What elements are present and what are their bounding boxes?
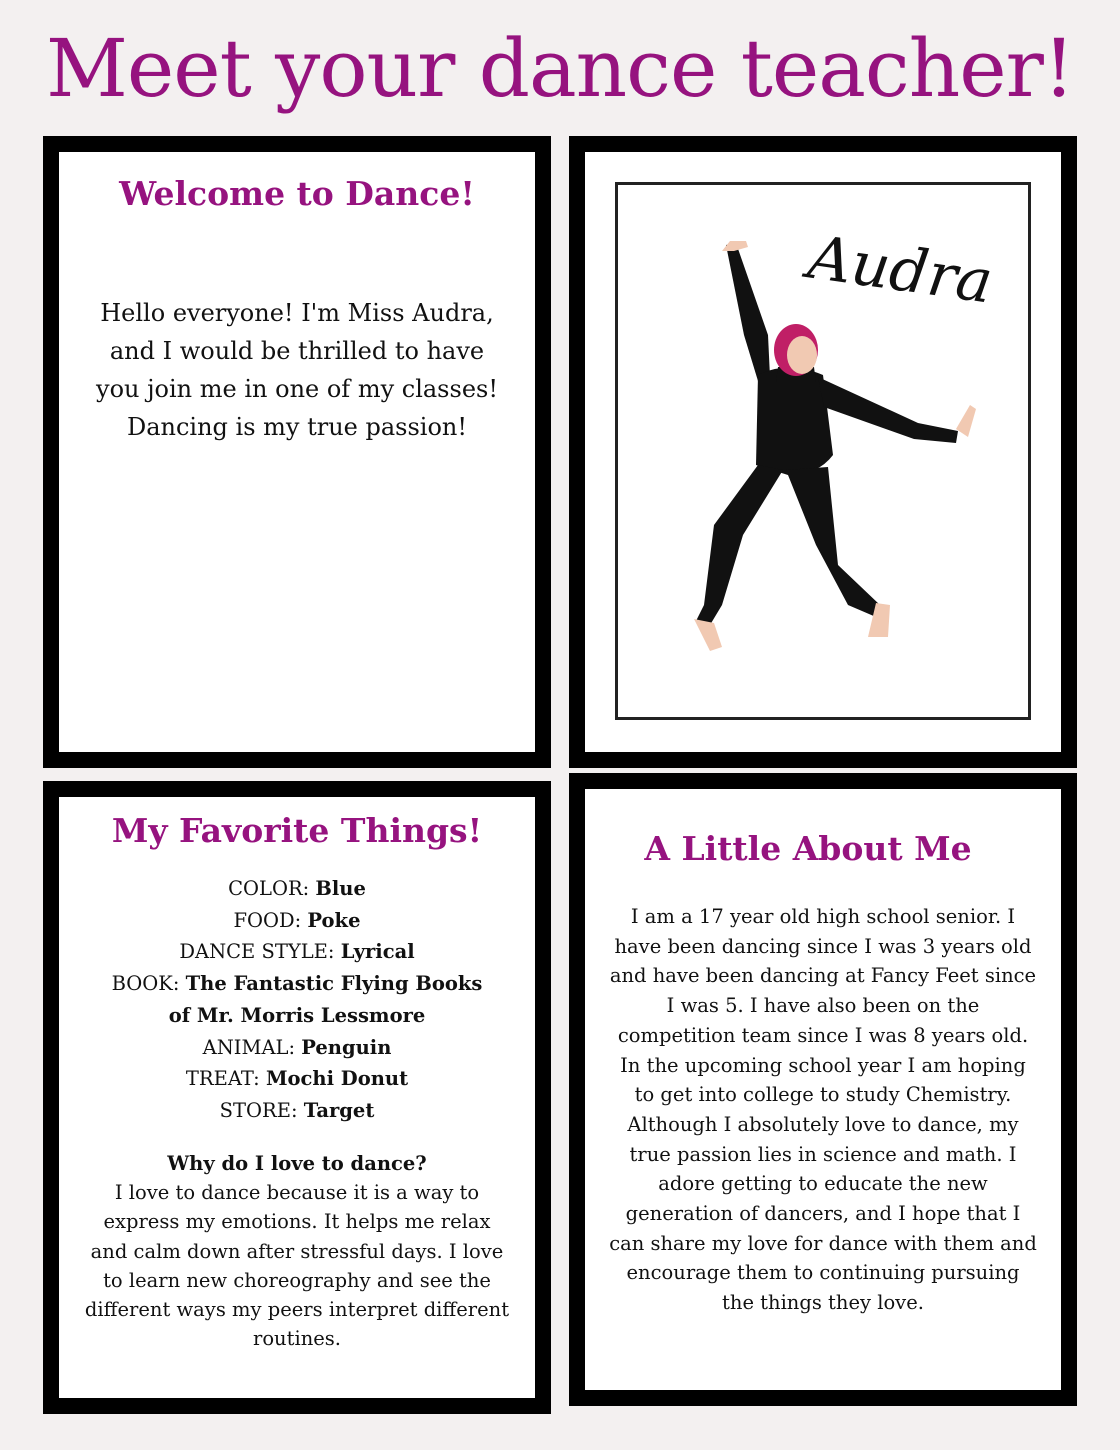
- photo-panel: [569, 136, 1077, 768]
- why-section: [83, 1149, 511, 1353]
- signature: Audra: [804, 222, 997, 318]
- about-panel-inner: [585, 789, 1061, 1390]
- favorites-list: [69, 873, 525, 1127]
- about-text: I am a 17 year old high school senior. I have been dancing since I was 3 years old and have been dancing at Fancy Feet since I was 5. I have also been on the competition team since I was 8 years old. In the upcoming school year I am hoping to get into college to study Chemistry. Although I absolutely love to dance, my true passion lies in science and math. I adore getting to educate the new generation of dancers, and I hope that I can share my love for dance with them and encourage them to continuing pursuing the things they love.: [609, 905, 1037, 1315]
- why-heading: Why do I love to dance?: [167, 1152, 427, 1175]
- dancer-photo: [618, 185, 1028, 717]
- photo-panel-inner: [585, 152, 1061, 752]
- about-panel: [569, 773, 1077, 1406]
- favorite-item: COLOR: Blue: [228, 877, 366, 900]
- favorite-item: ANIMAL: Penguin: [202, 1035, 392, 1059]
- welcome-text: Hello everyone! I'm Miss Audra, and I would be thrilled to have you join me in one of my classes! Dancing is my true passion!: [96, 299, 498, 441]
- favorite-item: FOOD: Poke: [233, 908, 361, 932]
- about-heading: A Little About Me: [644, 829, 972, 868]
- favorites-panel-inner: [59, 797, 535, 1398]
- welcome-panel: [43, 136, 551, 768]
- favorite-item: BOOK: The Fantastic Flying Books of Mr. Morris Lessmore: [111, 972, 483, 1027]
- page-title: Meet your dance teacher!: [46, 22, 1074, 115]
- favorite-item: DANCE STYLE: Lyrical: [179, 940, 415, 964]
- welcome-panel-inner: [59, 152, 535, 752]
- photo-frame: [615, 182, 1031, 720]
- favorite-item: STORE: Target: [219, 1098, 375, 1122]
- welcome-heading: Welcome to Dance!: [119, 174, 475, 213]
- favorite-item: TREAT: Mochi Donut: [185, 1067, 409, 1091]
- why-text: I love to dance because it is a way to express my emotions. It helps me relax and calm down after stressful days. I love to learn new choreography and see the different ways my peers interpret different routines.: [84, 1181, 510, 1351]
- favorites-panel: [43, 781, 551, 1414]
- favorites-heading: My Favorite Things!: [111, 811, 483, 850]
